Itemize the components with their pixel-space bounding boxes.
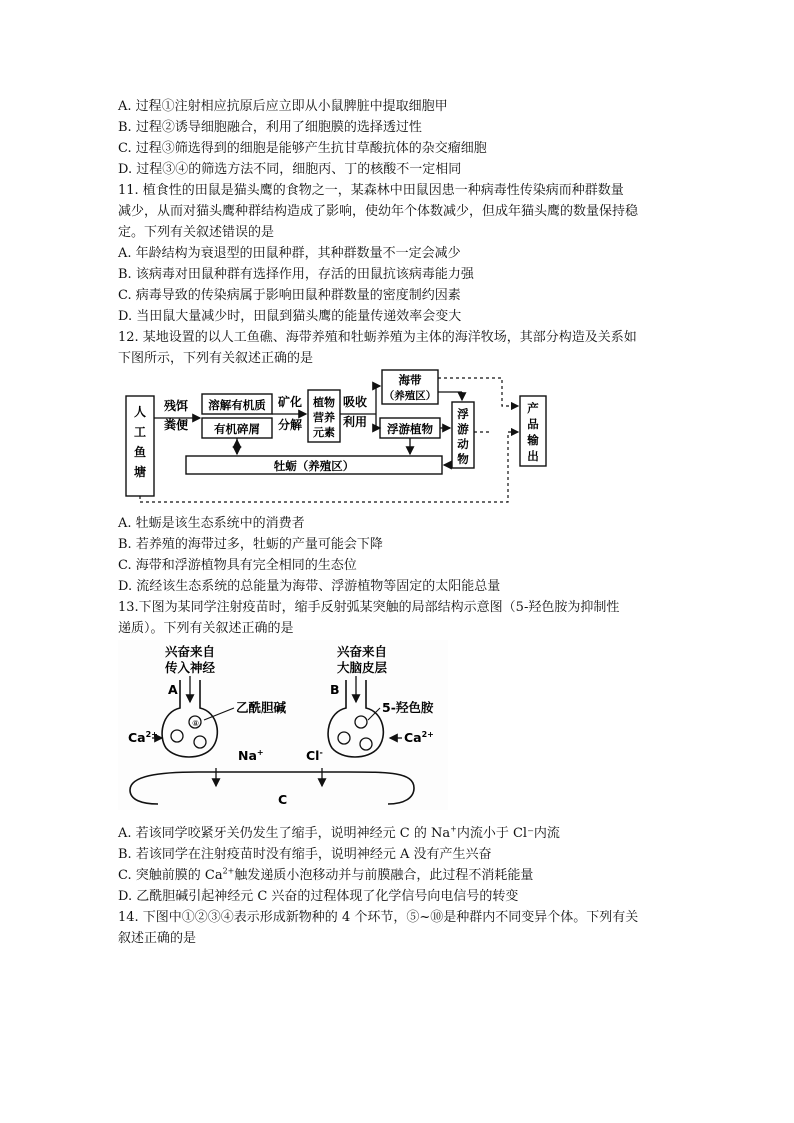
organic-matter-label: 溶解有机质 [208, 398, 266, 412]
q13-option-b: B. 若该同学在注射疫苗时没有缩手，说明神经元 A 没有产生兴奋 [118, 847, 492, 862]
zooplankton-char-1: 浮 [457, 407, 469, 421]
product-char-4: 出 [527, 449, 539, 463]
bait-label-2: 粪便 [163, 418, 189, 432]
q10-option-d: D. 过程③④的筛选方法不同，细胞丙、丁的核酸不一定相同 [118, 162, 462, 177]
q12-option-c: C. 海带和浮游植物具有完全相同的生态位 [118, 558, 357, 573]
product-char-1: 产 [527, 401, 539, 415]
q11-stem-line1: 11. 植食性的田鼠是猫头鹰的食物之一，某森林中田鼠因患一种病毒性传染病而种群数量 [118, 183, 624, 198]
absorb-label-1: 吸收 [342, 395, 368, 409]
q13-stem-line1: 13.下图为某同学注射疫苗时，缩手反射弧某突触的局部结构示意图（5-羟色胺为抑制性 [118, 600, 620, 615]
q10-option-b: B. 过程②诱导细胞融合，利用了细胞膜的选择透过性 [118, 120, 422, 135]
pond-char-1: 人 [133, 405, 147, 419]
label-b: B [330, 682, 340, 697]
organic-debris-label: 有机碎屑 [214, 422, 260, 436]
zooplankton-char-4: 物 [457, 452, 469, 466]
q12-option-d: D. 流经该生态系统的总能量为海带、浮游植物等固定的太阳能总量 [118, 579, 501, 594]
label-c: C [278, 792, 288, 807]
marine-ranch-diagram [118, 366, 558, 506]
pond-char-2: 工 [133, 425, 147, 439]
q12-option-a: A. 牡蛎是该生态系统中的消费者 [118, 516, 305, 531]
left-title-2: 传入神经 [164, 660, 216, 675]
cl-label: Cl- [306, 748, 323, 763]
kelp-label-1: 海带 [398, 373, 422, 387]
pond-char-3: 鱼 [133, 445, 147, 459]
oyster-label: 牡蛎（养殖区） [273, 459, 355, 473]
q11-stem-line3: 定。下列有关叙述错误的是 [118, 225, 275, 240]
nutrients-line-3: 元素 [313, 426, 335, 439]
q13-stem-line2: 递质）。下列有关叙述正确的是 [118, 621, 294, 636]
label-a: A [168, 682, 178, 697]
product-char-3: 输 [527, 433, 539, 447]
ca-left-label: $Ca^{2+}$ [128, 730, 158, 745]
q11-option-a: A. 年龄结构为衰退型的田鼠种群，其种群数量不一定会减少 [118, 246, 461, 261]
mineral-label-2: 分解 [277, 418, 303, 432]
ca-right-label: $Ca^{2+}$ [404, 730, 434, 745]
q11-stem-line2: 减少，从而对猫头鹰种群结构造成了影响，使幼年个体数减少，但成年猫头鹰的数量保持稳 [118, 204, 639, 219]
na-label: Na+ [238, 748, 264, 763]
ach-label: 乙酰胆碱 [236, 700, 287, 715]
svg-text:⑧: ⑧ [192, 719, 200, 728]
q12-option-b: B. 若养殖的海带过多，牡蛎的产量可能会下降 [118, 537, 383, 552]
synapse-diagram [118, 640, 448, 810]
mineral-label-1: 矿化 [277, 395, 303, 409]
pond-char-4: 塘 [133, 465, 147, 479]
q13-option-d: D. 乙酰胆碱引起神经元 C 兴奋的过程体现了化学信号向电信号的转变 [118, 889, 519, 904]
q14-stem-line2: 叙述正确的是 [118, 931, 197, 946]
bait-label-1: 残饵 [163, 399, 189, 413]
right-title-2: 大脑皮层 [336, 660, 388, 675]
nutrients-line-2: 营养 [313, 411, 335, 424]
q11-option-c: C. 病毒导致的传染病属于影响田鼠种群数量的密度制约因素 [118, 288, 461, 303]
kelp-label-2: （养殖区） [383, 390, 437, 402]
right-title-1: 兴奋来自 [336, 644, 388, 659]
product-char-2: 品 [527, 417, 539, 431]
q12-stem-line2: 下图所示，下列有关叙述正确的是 [118, 351, 314, 366]
q10-option-c: C. 过程③筛选得到的细胞是能够产生抗甘草酸抗体的杂交瘤细胞 [118, 141, 487, 156]
q12-stem-line1: 12. 某地设置的以人工鱼礁、海带养殖和牡蛎养殖为主体的海洋牧场，其部分构造及关系如 [118, 330, 637, 345]
q11-option-b: B. 该病毒对田鼠种群有选择作用，存活的田鼠抗该病毒能力强 [118, 267, 474, 282]
phytoplankton-label: 浮游植物 [387, 422, 433, 436]
left-title-1: 兴奋来自 [164, 644, 216, 659]
serotonin-label: 5-羟色胺 [382, 700, 434, 715]
q11-option-d: D. 当田鼠大量减少时，田鼠到猫头鹰的能量传递效率会变大 [118, 309, 462, 324]
zooplankton-char-3: 动 [457, 437, 469, 451]
q13-option-a: A. 若该同学咬紧牙关仍发生了缩手，说明神经元 C 的 Na+内流小于 Cl⁻内流 [118, 824, 560, 841]
q13-option-c: C. 突触前膜的 $Ca^{2+}$触发递质小泡移动并与前膜融合，此过程不消耗能量 [118, 866, 534, 883]
nutrients-line-1: 植物 [313, 396, 335, 409]
q14-stem-line1: 14. 下图中①②③④表示形成新物种的 4 个环节，⑤~⑩是种群内不同变异个体。下列有关 [118, 910, 639, 925]
q10-option-a: A. 过程①注射相应抗原后应立即从小鼠脾脏中提取细胞甲 [118, 99, 448, 114]
zooplankton-char-2: 游 [457, 422, 469, 436]
absorb-label-2: 利用 [342, 415, 368, 429]
